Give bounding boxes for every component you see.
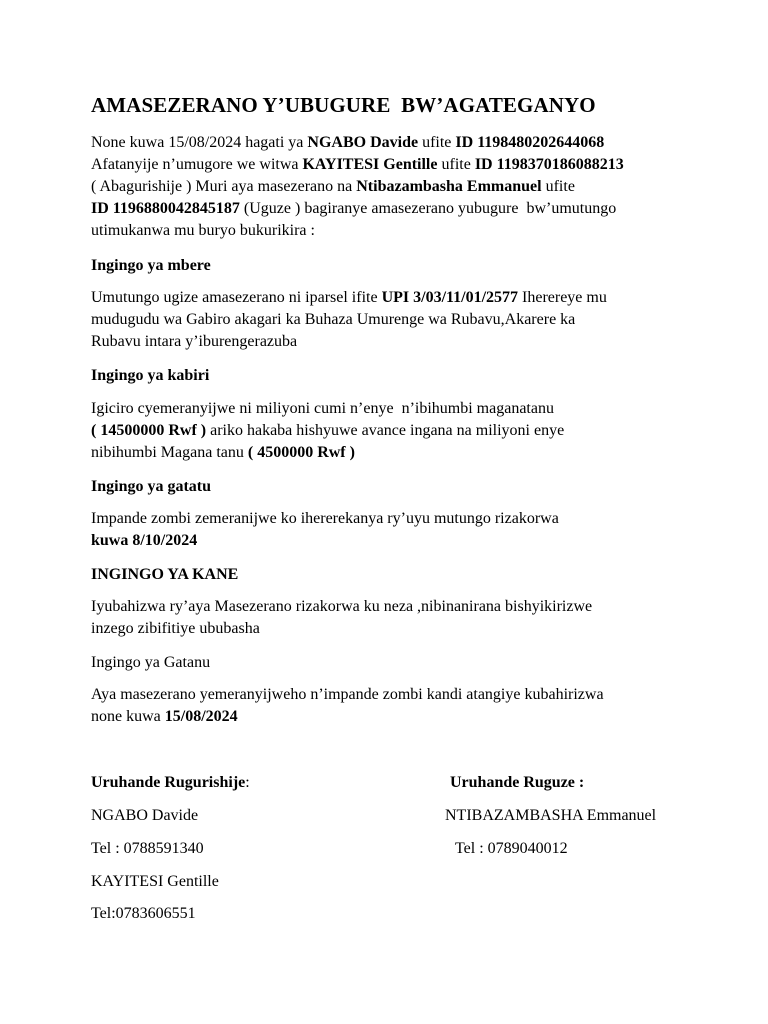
intro-paragraph [91,132,691,242]
intro-text: (Uguze ) bagiranye amasezerano yubugure bw’umutungo [239,200,617,217]
buyer-name-signature: NTIBAZAMBASHA Emmanuel [445,807,657,824]
sellers-label-colon: : [245,774,250,791]
buyer-name: Ntibazambasha Emmanuel [356,178,542,195]
sellers-label [91,772,250,794]
seller-name: NGABO Davide [307,134,419,151]
seller-2-name: KAYITESI Gentille [91,873,219,890]
article-5-heading: Ingingo ya Gatanu [91,654,211,671]
buyer-label: Uruhande Ruguze : [450,774,585,791]
article-3-text [91,508,691,552]
article-5-line-1: Aya masezerano yemeranyijweho n’impande zombi kandi atangiye kubahirizwa [91,686,604,703]
spouse-id: ID 1198370186088213 [474,156,624,173]
advance-amount: ( 4500000 Rwf ) [247,444,355,461]
seller-2-tel: Tel:0783606551 [91,905,196,922]
article-4-text [91,596,691,640]
article-text: none kuwa [91,708,165,725]
article-1-line-3: Rubavu intara y’iburengerazuba [91,333,298,350]
article-text: nibihumbi Magana tanu [91,444,248,461]
article-1-text [91,287,691,353]
seller-1-tel: Tel : 0788591340 [91,840,204,857]
buyer-id: ID 1196880042845187 [91,200,240,217]
intro-line-4 [91,198,691,220]
intro-line-2 [91,154,691,176]
intro-line-3 [91,176,691,198]
intro-text: Afatanyije n’umugore we witwa [91,156,303,173]
article-3-heading: Ingingo ya gatatu [91,478,212,495]
intro-line-1 [91,132,691,154]
intro-text: None kuwa 15/08/2024 hagati ya [91,134,308,151]
article-4-line-2: inzego zibifitiye ububasha [91,620,260,637]
article-4-heading: INGINGO YA KANE [91,566,239,583]
total-price: ( 14500000 Rwf ) [91,422,207,439]
article-text: Umutungo ugize amasezerano ni iparsel ifite [91,289,382,306]
article-2-line-1: Igiciro cyemeranyijwe ni miliyoni cumi n’enye n’ibihumbi maganatanu [91,400,554,417]
seller-1-name: NGABO Davide [91,807,199,824]
article-1-line-1 [91,287,691,309]
article-4-line-1: Iyubahizwa ry’aya Masezerano rizakorwa ku neza ,nibinanirana bishyikirizwe [91,598,593,615]
spouse-name: KAYITESI Gentille [302,156,438,173]
intro-text: ufite [418,134,456,151]
intro-text: ufite [437,156,475,173]
seller-id: ID 1198480202644068 [455,134,605,151]
article-2-heading: Ingingo ya kabiri [91,367,210,384]
article-2-line-3 [91,442,691,464]
article-1-line-2: mudugudu wa Gabiro akagari ka Buhaza Umurenge wa Rubavu,Akarere ka [91,311,576,328]
article-1-heading: Ingingo ya mbere [91,257,211,274]
parcel-upi: UPI 3/03/11/01/2577 [381,289,519,306]
intro-text: ufite [541,178,575,195]
article-5-text [91,684,691,728]
article-3-line-1: Impande zombi zemeranijwe ko ihererekanya ry’uyu mutungo rizakorwa [91,510,559,527]
transfer-date: kuwa 8/10/2024 [91,532,198,549]
article-2-line-2 [91,420,691,442]
buyer-tel: Tel : 0789040012 [455,840,568,857]
article-5-line-2 [91,706,691,728]
document-title: AMASEZERANO Y’UBUGURE BW’AGATEGANYO [91,93,596,117]
article-text: Iherereye mu [518,289,607,306]
effective-date: 15/08/2024 [164,708,238,725]
intro-line-5: utimukanwa mu buryo bukurikira : [91,222,315,239]
article-text: ariko hakaba hishyuwe avance ingana na miliyoni enye [206,422,565,439]
article-2-text [91,398,691,464]
sellers-label-text: Uruhande Rugurishije [91,774,246,791]
intro-text: ( Abagurishije ) Muri aya masezerano na [91,178,357,195]
